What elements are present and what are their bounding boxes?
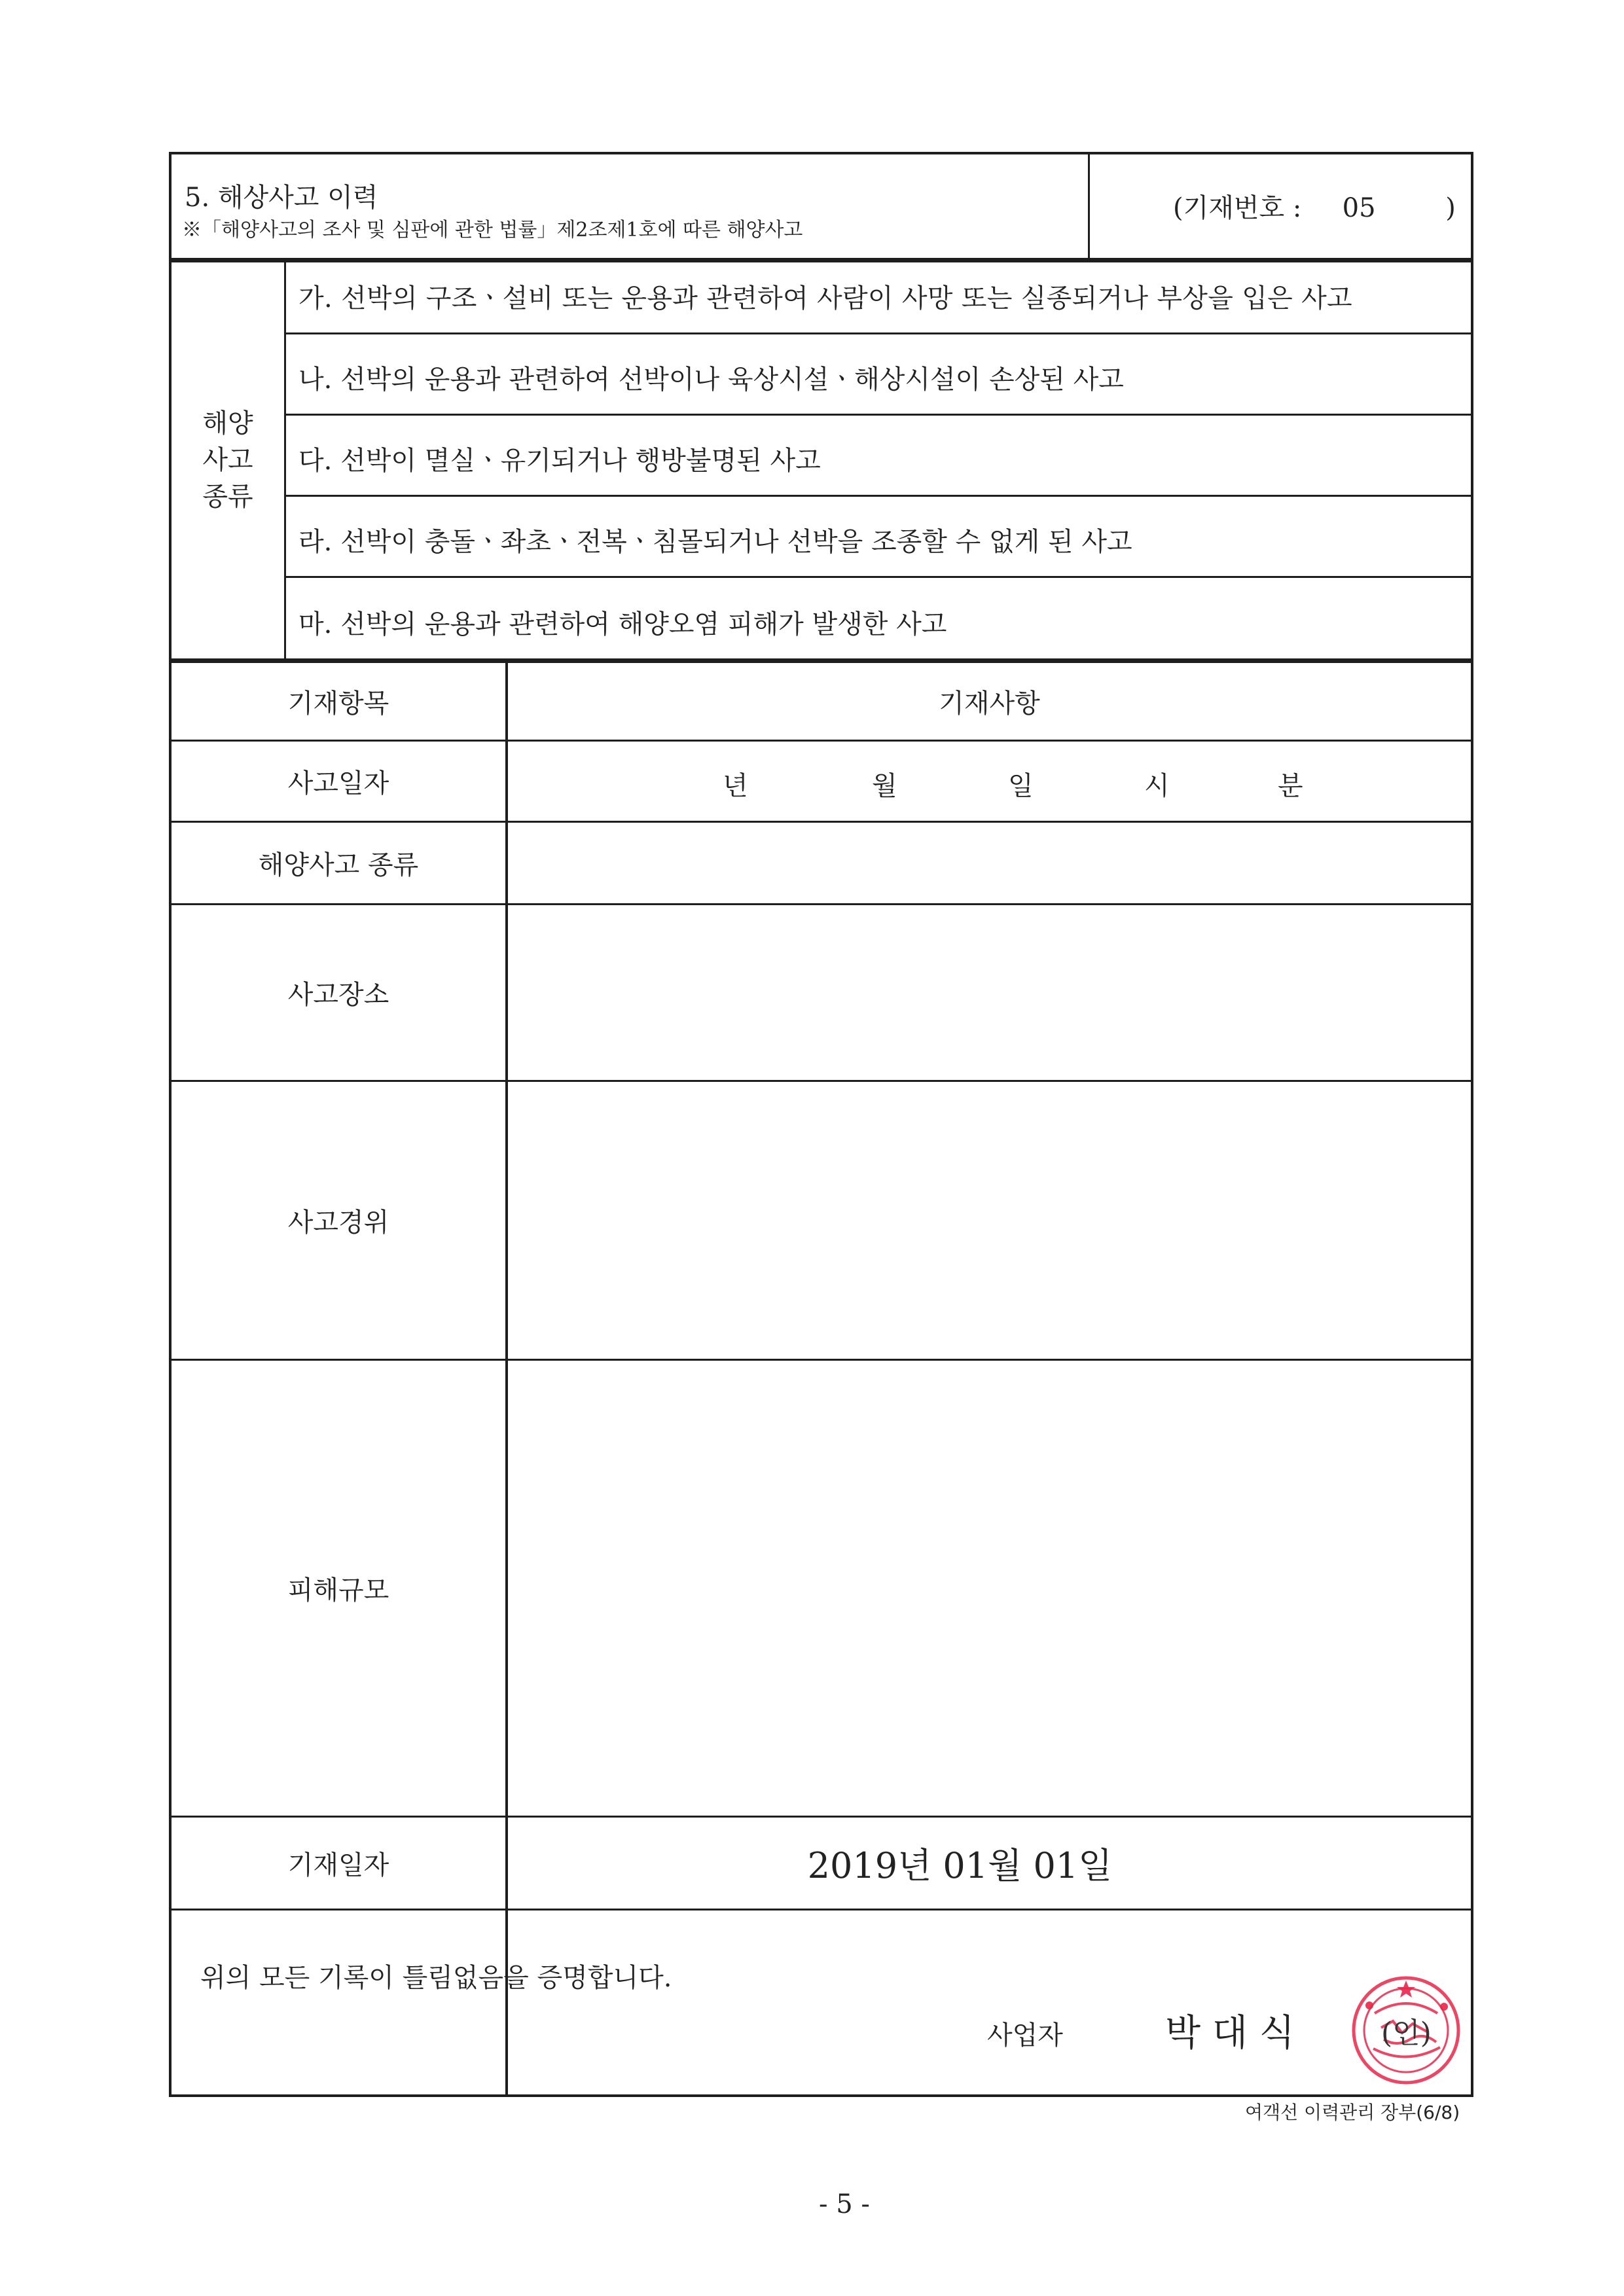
header-content-label: 기재사항 (939, 689, 1040, 719)
table-border-bottom (169, 2094, 1473, 2097)
accident-place-label: 사고장소 (287, 980, 389, 1010)
entry-number-close: ) (1445, 193, 1456, 223)
operator-name: 박 대 식 (1165, 2012, 1295, 2054)
types-row-line-1 (284, 332, 1472, 334)
accident-date-label: 사고일자 (287, 768, 389, 798)
accident-types-label-line-2: 사고 (202, 445, 253, 475)
operator-label: 사업자 (987, 2020, 1063, 2051)
accident-date-value (508, 742, 1471, 821)
accident-types-label-line-3: 종류 (202, 482, 253, 512)
date-unit-month: 월 (872, 771, 897, 801)
accident-type-value (508, 823, 1471, 903)
accident-types-label (171, 262, 284, 658)
accident-type-item: 가. 선박의 구조ㆍ설비 또는 운용과 관련하여 사람이 사망 또는 실종되거나 부상을 입은 사고 (298, 283, 1352, 314)
accident-progress-label: 사고경위 (287, 1208, 389, 1238)
date-unit-year: 년 (723, 771, 748, 801)
types-bottom-line (169, 658, 1473, 663)
table-border-right (1471, 152, 1473, 2097)
header-divider (1088, 153, 1090, 259)
date-unit-day: 일 (1008, 771, 1034, 801)
main-row-line-7 (169, 1909, 1473, 1910)
section-title: 5. 해상사고 이력 (185, 183, 378, 213)
types-row-line-2 (284, 414, 1472, 416)
header-bottom-line (169, 258, 1473, 262)
accident-progress-value (508, 1082, 1471, 1359)
types-label-divider (284, 260, 286, 661)
seal-mark: (인) (1381, 2017, 1432, 2050)
table-border-top (169, 152, 1473, 154)
types-row-line-4 (284, 576, 1472, 578)
entry-number (1173, 187, 1456, 224)
accident-place-value (508, 905, 1471, 1080)
record-date-value: 2019년 01월 01일 (807, 1845, 1113, 1886)
types-row-line-3 (284, 495, 1472, 497)
entry-number-label: (기재번호 : (1173, 193, 1302, 223)
accident-type-item: 라. 선박이 충돌ㆍ좌초ㆍ전복ㆍ침몰되거나 선박을 조종할 수 없게 된 사고 (298, 527, 1132, 557)
header-item-label: 기재항목 (287, 689, 389, 719)
entry-number-value: 05 (1342, 193, 1376, 223)
accident-type-item: 나. 선박의 운용과 관련하여 선박이나 육상시설ㆍ해상시설이 손상된 사고 (298, 365, 1124, 395)
accident-type-item: 마. 선박의 운용과 관련하여 해양오염 피해가 발생한 사고 (298, 609, 947, 639)
accident-types-label-line-1: 해양 (202, 408, 253, 439)
form-name: 여객선 이력관리 장부(6/8) (1245, 2102, 1460, 2123)
record-date-label: 기재일자 (287, 1850, 389, 1880)
certify-text: 위의 모든 기록이 틀림없음을 증명합니다. (200, 1963, 672, 1993)
damage-scale-value (508, 1361, 1471, 1816)
section-note: ※「해양사고의 조사 및 심판에 관한 법률」제2조제1호에 따른 해양사고 (182, 219, 803, 242)
accident-type-label: 해양사고 종류 (258, 850, 419, 880)
damage-scale-label: 피해규모 (287, 1575, 389, 1605)
date-unit-hour: 시 (1144, 771, 1170, 801)
date-unit-minute: 분 (1278, 771, 1303, 801)
page-number: - 5 - (819, 2189, 870, 2219)
accident-type-item: 다. 선박이 멸실ㆍ유기되거나 행방불명된 사고 (298, 446, 821, 476)
